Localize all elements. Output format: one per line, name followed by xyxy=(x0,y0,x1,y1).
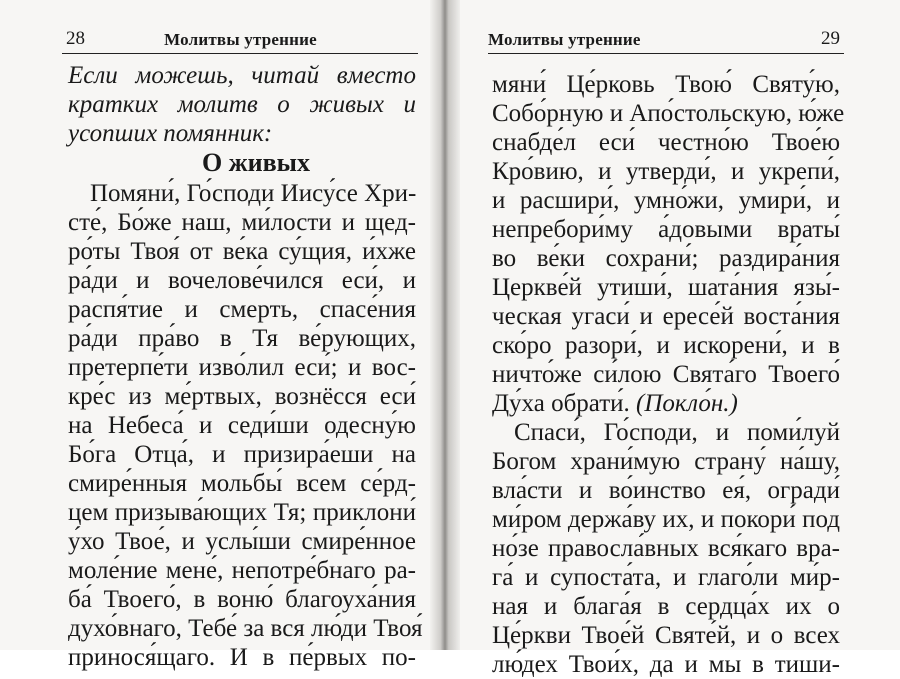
left-page-header xyxy=(66,28,416,50)
right-header-rule xyxy=(488,53,844,54)
book-gutter xyxy=(430,0,460,650)
body-line: снабде́л еси́ честно́ю Твое́ю xyxy=(492,129,840,156)
instruction-line: усопших помянник: xyxy=(68,120,273,147)
body-line: Бо́га Отца́, и призира́еши на xyxy=(68,441,416,468)
left-page xyxy=(0,0,442,671)
body-line: мяни́ Це́рковь Твою́ Святу́ю, xyxy=(492,71,840,98)
instruction-line: кратких молитв о живых и xyxy=(68,91,416,118)
body-line: Це́ркви Твое́й Святе́й, и о всех xyxy=(492,622,840,649)
right-page xyxy=(452,0,900,678)
body-line: сте́, Бо́же наш, ми́лости и щед- xyxy=(68,209,416,236)
instruction-line: Если можешь, читай вместо xyxy=(68,62,416,89)
body-line: Богом храни́мую страну́ на́шу, xyxy=(492,448,840,475)
body-line: моле́ние мене́, непотре́бнаго ра- xyxy=(68,557,416,584)
body-line: ничто́же си́лою Свята́го Твоего́ xyxy=(492,361,840,388)
right-page-text xyxy=(492,70,845,679)
right-page-header xyxy=(488,28,840,50)
right-running-title: Молитвы утренние xyxy=(488,30,641,49)
body-line: Собо́рную и Апо́стольскую, ю́же xyxy=(492,100,845,127)
body-line: Кро́вию, и утверди́, и укрепи́, xyxy=(492,158,840,185)
left-header-rule xyxy=(62,53,418,54)
body-line: ско́ро разори́, и искорени́, и в xyxy=(492,332,840,359)
body-line: Ду́ха обрати́. xyxy=(492,390,630,417)
body-line: принося́щаго. И в пе́рвых по- xyxy=(68,644,416,671)
section-heading: О живых xyxy=(202,148,310,177)
body-line: ми́ром держа́ву их, и покори́ под xyxy=(492,506,840,533)
body-line: ба́ Твоего́, в воню́ благоуха́ния xyxy=(68,586,416,613)
body-line: Помяни́, Го́споди Иису́се Хри- xyxy=(90,180,417,207)
body-line: га́ и супоста́та, и глаго́ли ми́р- xyxy=(492,564,840,591)
body-line: Спаси́, Го́споди, и поми́луй xyxy=(514,419,840,446)
body-line: смире́нныя мольбы́ всем се́рд- xyxy=(68,470,416,497)
body-line: ро́ты Твоя́ от ве́ка су́щия, и́хже xyxy=(68,238,416,265)
body-line: непребори́му а́довыми враты́ xyxy=(492,216,840,243)
body-line: во ве́ки сохрани́; раздира́ния xyxy=(492,245,840,272)
body-line: лю́дех Твои́х, да и мы в тиши- xyxy=(492,651,840,678)
left-page-text xyxy=(68,61,423,672)
body-line: ра́ди и вочелове́чился еси́, и xyxy=(68,267,416,294)
body-line: вла́сти и во́инство ея́, огради́ xyxy=(492,477,840,504)
body-line: претерпе́ти изво́лил еси́; и вос- xyxy=(68,354,416,381)
body-line: цем призыва́ющих Тя; приклони́ xyxy=(68,499,416,526)
body-line: и расшири́, умно́жи, умири́, и xyxy=(492,187,840,214)
body-line: распя́тие и смерть, спасе́ния xyxy=(68,296,416,323)
body-line: ная и блага́я в сердца́х их о xyxy=(492,593,840,620)
right-page-number: 29 xyxy=(821,28,840,49)
body-line: на Небеса́ и седи́ши одесну́ю xyxy=(68,412,416,439)
body-line: ческая угаси́ и ересе́й воста́ния xyxy=(492,303,840,330)
left-running-title: Молитвы утренние xyxy=(164,30,317,49)
body-line: кре́с из ме́ртвых, вознёсся еси́ xyxy=(68,383,416,410)
left-page-number: 28 xyxy=(66,28,85,49)
body-line: у́хо Твое́, и услы́ши смире́нное xyxy=(68,528,416,555)
bow-note: (Покло́н.) xyxy=(636,390,738,417)
body-line: ра́ди пра́во в Тя ве́рующих, xyxy=(68,325,416,352)
body-line-with-note xyxy=(492,389,840,418)
body-line: Церкве́й утиши́, шата́ния язы́- xyxy=(492,274,840,301)
body-line: духо́внаго, Тебе́ за вся лю́ди Твоя́ xyxy=(68,615,423,642)
body-line: но́зе правосла́вных вся́каго вра- xyxy=(492,535,840,562)
